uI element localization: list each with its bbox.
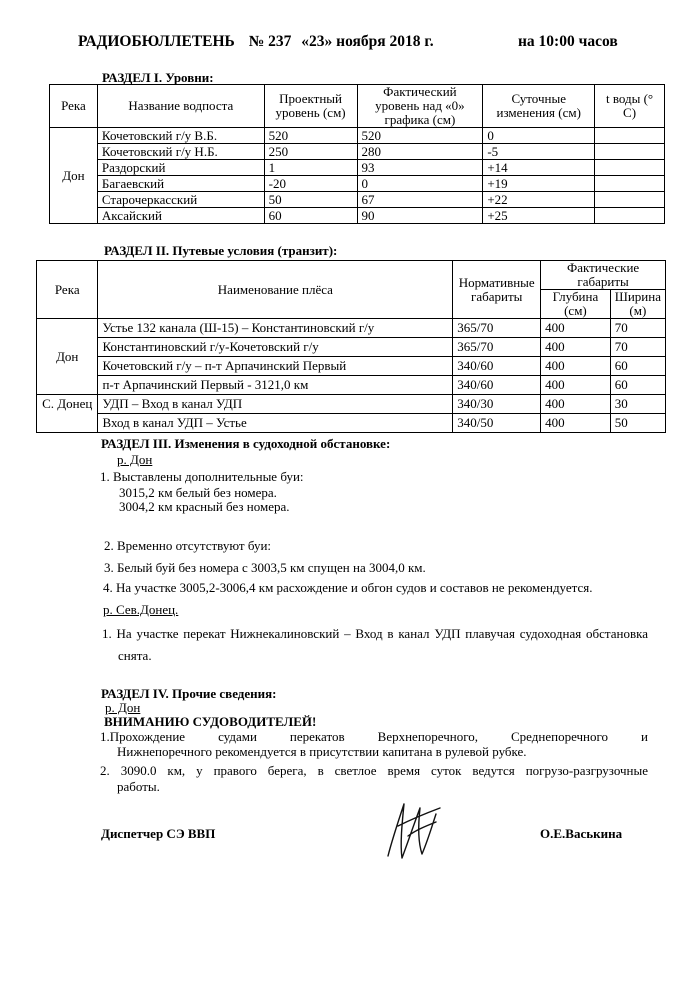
table-row xyxy=(50,192,665,208)
dispatcher-title: Диспетчер СЭ ВВП xyxy=(101,826,216,841)
actual-cell: 0 xyxy=(357,176,483,192)
section4-item2-line1: 2. 3090.0 км, у правого берега, в светлое время суток ведутся погрузо-разгрузочные xyxy=(100,763,648,778)
signature xyxy=(380,796,446,866)
bulletin-time: на 10:00 часов xyxy=(518,33,618,50)
norm-cell: 340/60 xyxy=(453,357,541,376)
table-row xyxy=(50,208,665,224)
table-row xyxy=(37,357,666,376)
col-actual-dims: Фактические габариты xyxy=(541,261,666,290)
temp-cell xyxy=(595,160,665,176)
reach-cell: Кочетовский г/у – п-т Арпачинский Первый xyxy=(98,357,453,376)
section3-item1b: 3004,2 км красный без номера. xyxy=(119,499,290,514)
design-cell: 520 xyxy=(264,128,357,144)
col-width: Ширина (м) xyxy=(610,290,665,319)
actual-cell: 93 xyxy=(357,160,483,176)
norm-cell: 340/30 xyxy=(453,395,541,414)
design-cell: 60 xyxy=(264,208,357,224)
depth-cell: 400 xyxy=(541,338,611,357)
river-cell xyxy=(37,414,98,433)
norm-cell: 365/70 xyxy=(453,338,541,357)
table-row xyxy=(50,176,665,192)
daily-cell: -5 xyxy=(483,144,595,160)
section4-title: РАЗДЕЛ IV. Прочие сведения: xyxy=(101,686,277,701)
section3-item4: 4. На участке 3005,2-3006,4 км расхождение и обгон судов и составов не рекомендуется. xyxy=(103,580,593,595)
river-donets-label: р. Сев.Донец. xyxy=(103,602,179,617)
design-cell: 250 xyxy=(264,144,357,160)
temp-cell xyxy=(595,176,665,192)
col-actual-level: Фактический уровень над «0» графика (см) xyxy=(357,85,483,128)
col-river: Река xyxy=(50,85,98,128)
table-row xyxy=(50,128,665,144)
table-row xyxy=(37,319,666,338)
daily-cell: +19 xyxy=(483,176,595,192)
depth-cell: 400 xyxy=(541,319,611,338)
section3-item2: 2. Временно отсутствуют буи: xyxy=(104,538,272,553)
temp-cell xyxy=(595,208,665,224)
post-cell: Раздорский xyxy=(97,160,264,176)
table-row xyxy=(50,160,665,176)
norm-cell: 340/60 xyxy=(453,376,541,395)
table-row xyxy=(50,144,665,160)
reach-cell: Константиновский г/у-Кочетовский г/у xyxy=(98,338,453,357)
bulletin-title: РАДИОБЮЛЛЕТЕНЬ xyxy=(78,33,235,50)
daily-cell: 0 xyxy=(483,128,595,144)
reach-cell: УДП – Вход в канал УДП xyxy=(98,395,453,414)
section2-title: РАЗДЕЛ II. Путевые условия (транзит): xyxy=(104,243,338,258)
post-cell: Кочетовский г/у В.Б. xyxy=(97,128,264,144)
bulletin-date: «23» ноября 2018 г. xyxy=(301,33,434,50)
section3-item5-line1: 1. На участке перекат Нижнекалиновский – Вход в канал УДП плавучая судоходная обстановка xyxy=(102,626,648,641)
section4-item1-line1: 1.Прохождение судами перекатов Верхнепоречного, Среднепоречного и xyxy=(100,729,648,744)
col-daily-change: Суточные изменения (см) xyxy=(483,85,595,128)
table-row xyxy=(37,376,666,395)
col-depth: Глубина (см) xyxy=(541,290,611,319)
river-cell: Дон xyxy=(50,128,98,224)
temp-cell xyxy=(595,192,665,208)
table-row xyxy=(37,395,666,414)
width-cell: 60 xyxy=(610,357,665,376)
col-river: Река xyxy=(37,261,98,319)
width-cell: 30 xyxy=(610,395,665,414)
levels-table xyxy=(49,84,665,224)
depth-cell: 400 xyxy=(541,414,611,433)
temp-cell xyxy=(595,144,665,160)
actual-cell: 90 xyxy=(357,208,483,224)
col-water-temp: t воды (° С) xyxy=(595,85,665,128)
col-design-level: Проектный уровень (см) xyxy=(264,85,357,128)
design-cell: 50 xyxy=(264,192,357,208)
table-row xyxy=(37,338,666,357)
section3-title: РАЗДЕЛ III. Изменения в судоходной обстановке: xyxy=(101,436,391,451)
section4-item2-line2: работы. xyxy=(117,779,160,794)
attention-heading: ВНИМАНИЮ СУДОВОДИТЕЛЕЙ! xyxy=(104,714,317,729)
river-cell: С. Донец xyxy=(37,395,98,414)
section3-item1a: 3015,2 км белый без номера. xyxy=(119,485,277,500)
reach-cell: Вход в канал УДП – Устье xyxy=(98,414,453,433)
post-cell: Аксайский xyxy=(97,208,264,224)
depth-cell: 400 xyxy=(541,376,611,395)
norm-cell: 365/70 xyxy=(453,319,541,338)
width-cell: 60 xyxy=(610,376,665,395)
bulletin-number: № 237 xyxy=(248,33,292,50)
depth-cell: 400 xyxy=(541,357,611,376)
design-cell: 1 xyxy=(264,160,357,176)
col-norm-dims: Нормативные габариты xyxy=(453,261,541,319)
river-cell: Дон xyxy=(37,319,98,395)
temp-cell xyxy=(595,128,665,144)
bulletin-header xyxy=(78,33,658,51)
actual-cell: 520 xyxy=(357,128,483,144)
daily-cell: +14 xyxy=(483,160,595,176)
transit-table xyxy=(36,260,666,433)
reach-cell: Устье 132 канала (Ш-15) – Константиновский г/у xyxy=(98,319,453,338)
col-post: Название водпоста xyxy=(97,85,264,128)
col-reach: Наименование плёса xyxy=(98,261,453,319)
table-row xyxy=(37,414,666,433)
width-cell: 70 xyxy=(610,338,665,357)
section3-item1: 1. Выставлены дополнительные буи: xyxy=(100,469,304,484)
depth-cell: 400 xyxy=(541,395,611,414)
section3-item3: 3. Белый буй без номера с 3003,5 км спущен на 3004,0 км. xyxy=(104,560,426,575)
post-cell: Кочетовский г/у Н.Б. xyxy=(97,144,264,160)
signer-name: О.Е.Васькина xyxy=(540,826,623,841)
section4-item1-line2: Нижнепоречного рекомендуется в присутствии капитана в рулевой рубке. xyxy=(117,744,527,759)
actual-cell: 67 xyxy=(357,192,483,208)
section3-item5-line2: снята. xyxy=(118,648,152,663)
daily-cell: +22 xyxy=(483,192,595,208)
daily-cell: +25 xyxy=(483,208,595,224)
reach-cell: п-т Арпачинский Первый - 3121,0 км xyxy=(98,376,453,395)
width-cell: 50 xyxy=(610,414,665,433)
design-cell: -20 xyxy=(264,176,357,192)
actual-cell: 280 xyxy=(357,144,483,160)
post-cell: Старочеркасский xyxy=(97,192,264,208)
width-cell: 70 xyxy=(610,319,665,338)
river-don-label: р. Дон xyxy=(117,452,153,467)
section1-title: РАЗДЕЛ I. Уровни: xyxy=(102,70,214,85)
river-don-label: р. Дон xyxy=(105,700,141,715)
norm-cell: 340/50 xyxy=(453,414,541,433)
post-cell: Багаевский xyxy=(97,176,264,192)
